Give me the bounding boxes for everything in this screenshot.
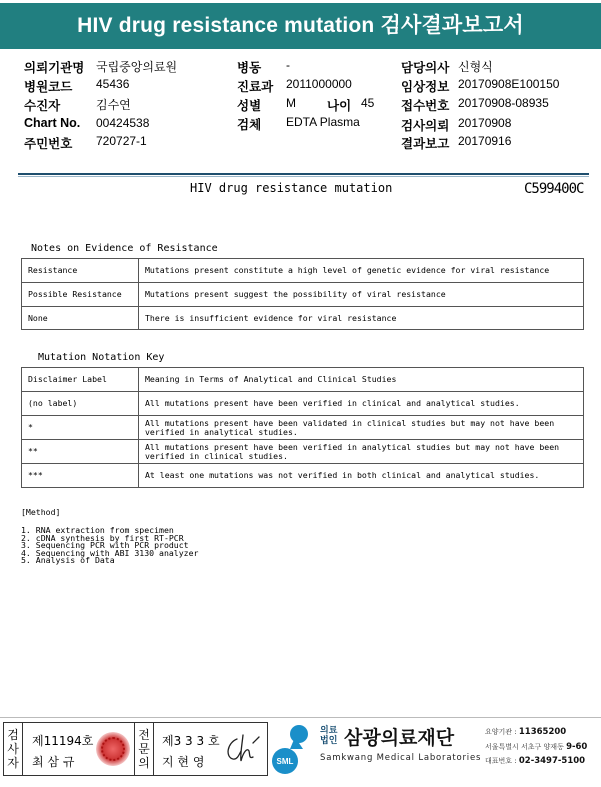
org-prefix-top: 의료 xyxy=(320,726,338,736)
notation-description: All mutations present have been verified in analytical studies but may not have been verified in clinical studies. xyxy=(139,440,584,464)
contact-institution-code xyxy=(485,727,566,737)
header-value-age: 45 xyxy=(361,96,375,110)
contact-value: 02-3497-5100 xyxy=(518,756,586,766)
header-value-sex: M xyxy=(286,96,296,110)
header-label-institution: 의뢰기관명 xyxy=(24,61,85,75)
table-row xyxy=(22,440,584,464)
header-value-chart-no: 00424538 xyxy=(96,116,150,130)
header-value-report-date: 20170916 xyxy=(458,134,512,148)
document-code: C599400C xyxy=(524,181,584,197)
contact-label: 서울특별시 서초구 양재동 xyxy=(485,743,564,751)
header-label-resident-no: 주민번호 xyxy=(24,137,73,151)
header-label-hospital-code: 병원코드 xyxy=(24,80,73,94)
method-step: 4. Sequencing with ABI 3130 analyzer xyxy=(21,547,199,558)
contact-label: 요양기관 : xyxy=(485,728,517,736)
header-label-department: 진료과 xyxy=(237,80,274,94)
header-value-institution: 국립중앙의료원 xyxy=(96,60,178,74)
method-step: 2. cDNA synthesis by first RT-PCR xyxy=(21,532,184,543)
table-row xyxy=(22,464,584,488)
contact-label: 대표번호 : xyxy=(485,757,517,765)
header-label-doctor: 담당의사 xyxy=(401,61,450,75)
examiner-seal-icon xyxy=(96,732,130,766)
method-step: 1. RNA extraction from specimen xyxy=(21,525,174,535)
org-english-name: Samkwang Medical Laboratories xyxy=(320,753,482,763)
signature-box-divider xyxy=(22,723,23,775)
notation-section-title: Mutation Notation Key xyxy=(38,352,165,363)
header-label-receipt-no: 접수번호 xyxy=(401,99,450,113)
header-value-hospital-code: 45436 xyxy=(96,77,130,91)
document-title: HIV drug resistance mutation xyxy=(190,181,393,195)
org-prefix-bottom: 법인 xyxy=(320,736,338,746)
table-row xyxy=(22,416,584,440)
contact-value: 9-60 xyxy=(566,742,588,752)
header-label-age: 나이 xyxy=(327,99,352,113)
org-name: 삼광의료재단 xyxy=(344,727,455,749)
evidence-term: Possible Resistance xyxy=(22,283,139,307)
header-value-request-date: 20170908 xyxy=(458,116,512,130)
vertical-char: 검 xyxy=(7,728,19,742)
evidence-term: Resistance xyxy=(22,259,139,283)
notation-description: All mutations present have been validated in clinical studies but may not have been verified in analytical studies. xyxy=(139,416,584,440)
header-label-request-date: 검사의뢰 xyxy=(401,119,450,133)
examiner-name: 최 삼 규 xyxy=(32,755,75,769)
specialist-signature-box xyxy=(134,722,268,776)
table-row xyxy=(22,307,584,330)
evidence-description: There is insufficient evidence for viral resistance xyxy=(139,307,584,330)
notation-table xyxy=(21,367,584,488)
vertical-char: 자 xyxy=(7,756,19,770)
evidence-description: Mutations present constitute a high level of genetic evidence for viral resistance xyxy=(139,259,584,283)
evidence-term: None xyxy=(22,307,139,330)
header-label-chart-no: Chart No. xyxy=(24,116,81,130)
specialist-license-number: 제3 3 3 호 xyxy=(162,734,220,748)
sml-logo-icon xyxy=(271,723,313,775)
table-header-row xyxy=(22,368,584,392)
method-step: 3. Sequencing PCR with PCR product xyxy=(21,540,189,550)
evidence-description: Mutations present suggest the possibility of viral resistance xyxy=(139,283,584,307)
vertical-char: 의 xyxy=(138,756,150,770)
footer-divider xyxy=(0,717,601,718)
contact-value: 11365200 xyxy=(518,727,567,737)
vertical-char: 문 xyxy=(138,742,150,756)
notation-term: * xyxy=(22,416,139,440)
logo-text: SML xyxy=(276,757,294,766)
evidence-table xyxy=(21,258,584,330)
vertical-char: 사 xyxy=(7,742,19,756)
contact-address xyxy=(485,742,587,752)
evidence-section-title: Notes on Evidence of Resistance xyxy=(31,243,218,254)
header-value-doctor: 신형식 xyxy=(458,60,493,74)
method-title: [Method] xyxy=(21,507,61,517)
header-value-resident-no: 720727-1 xyxy=(96,134,147,148)
examiner-vertical-label xyxy=(6,728,20,770)
examiner-license-number: 제11194호 xyxy=(32,734,94,748)
header-label-ward: 병동 xyxy=(237,61,262,75)
signature-box-divider xyxy=(153,723,154,775)
header-value-receipt-no: 20170908-08935 xyxy=(458,96,549,110)
notation-header-meaning: Meaning in Terms of Analytical and Clinical Studies xyxy=(139,368,584,392)
contact-phone xyxy=(485,756,585,766)
notation-term: *** xyxy=(22,464,139,488)
notation-term: (no label) xyxy=(22,392,139,416)
header-value-specimen: EDTA Plasma xyxy=(286,115,360,129)
header-value-ward: - xyxy=(286,58,290,72)
table-row xyxy=(22,259,584,283)
section-divider xyxy=(18,173,589,175)
method-step: 5. Analysis of Data xyxy=(21,555,115,565)
method-list xyxy=(21,527,198,565)
notation-description: All mutations present have been verified in clinical and analytical studies. xyxy=(139,392,584,416)
vertical-char: 전 xyxy=(138,728,150,742)
examiner-signature-box xyxy=(3,722,135,776)
table-row xyxy=(22,283,584,307)
header-label-clinical-info: 임상정보 xyxy=(401,80,450,94)
org-prefix xyxy=(320,726,337,746)
header-label-specimen: 검체 xyxy=(237,118,262,132)
specialist-name: 지 현 영 xyxy=(162,755,205,769)
notation-header-label: Disclaimer Label xyxy=(22,368,139,392)
notation-description: At least one mutations was not verified in both clinical and analytical studies. xyxy=(139,464,584,488)
header-label-report-date: 결과보고 xyxy=(401,137,450,151)
report-title-banner: HIV drug resistance mutation 검사결과보고서 xyxy=(0,3,601,49)
header-label-sex: 성별 xyxy=(237,99,262,113)
header-label-patient: 수진자 xyxy=(24,99,61,113)
specialist-signature-icon xyxy=(223,733,261,765)
specialist-vertical-label xyxy=(137,728,151,770)
table-row xyxy=(22,392,584,416)
header-value-clinical-info: 20170908E100150 xyxy=(458,77,560,91)
header-value-patient: 김수연 xyxy=(96,98,131,112)
header-value-department: 2011000000 xyxy=(286,77,352,91)
notation-term: ** xyxy=(22,440,139,464)
section-divider-light xyxy=(18,176,589,177)
